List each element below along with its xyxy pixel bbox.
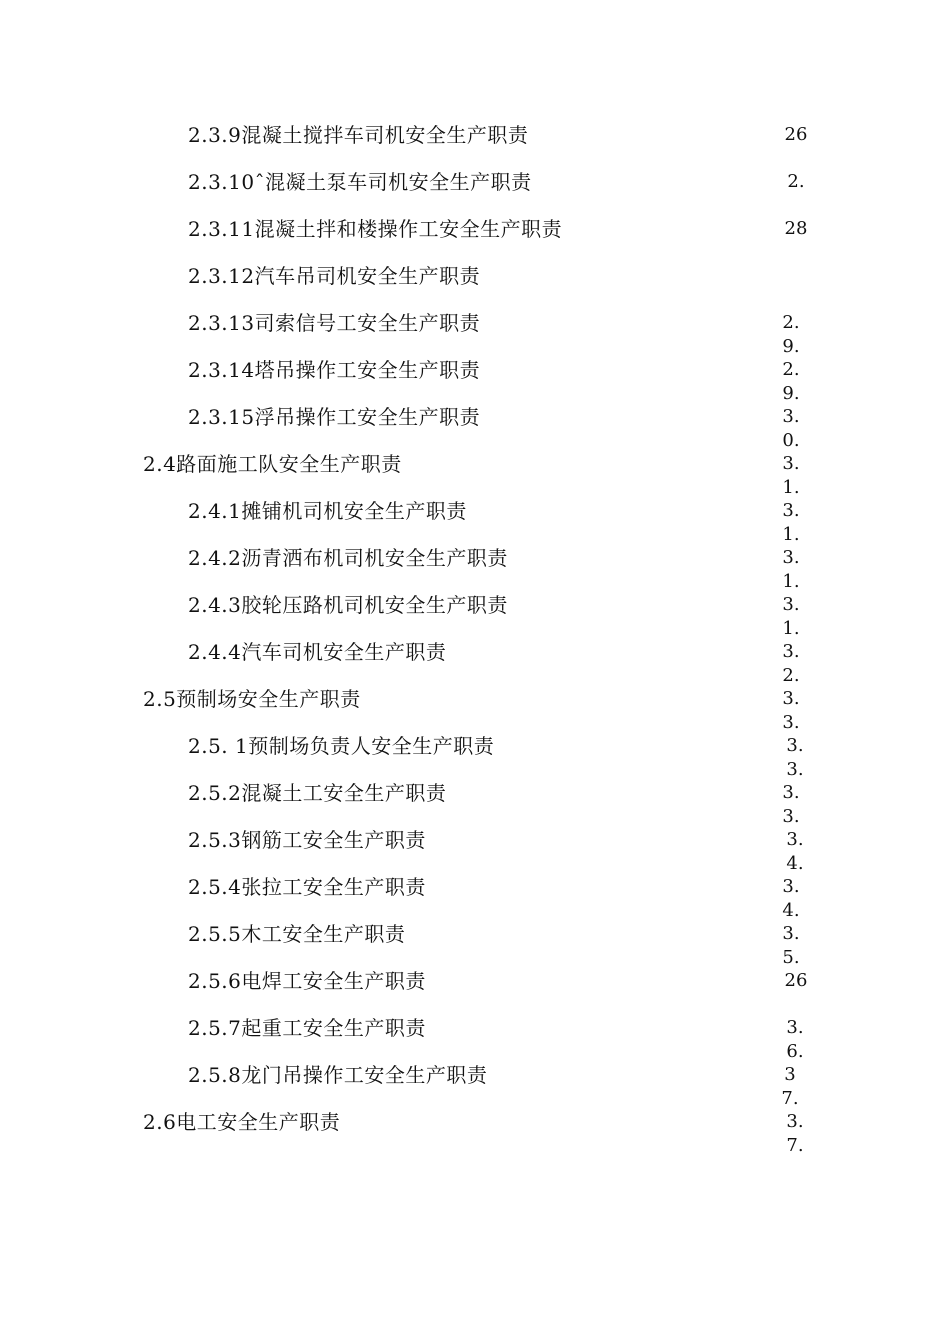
toc-entry-2-5-8-title: 2.5.8龙门吊操作工安全生产职责 bbox=[188, 1063, 488, 1087]
toc-entry-2-4-3-page: 3.1. bbox=[782, 594, 800, 639]
toc-entry-2-5-6-title: 2.5.6电焊工安全生产职责 bbox=[188, 969, 426, 993]
toc-entry-2-3-10-page: 2. bbox=[787, 171, 805, 192]
toc-entry-2-5-1-page: 3.3. bbox=[786, 735, 804, 780]
toc-entry-2-4-4-title: 2.4.4汽车司机安全生产职责 bbox=[188, 640, 447, 664]
toc-entry-2-4-title: 2.4路面施工队安全生产职责 bbox=[143, 452, 402, 476]
toc-entry-2-3-9-page: 26 bbox=[784, 124, 808, 145]
toc-entry-2-6-title: 2.6电工安全生产职责 bbox=[143, 1110, 341, 1134]
toc-entry-2-4-4-page: 3.2. bbox=[782, 641, 800, 686]
toc-entry-2-3-14-title: 2.3.14塔吊操作工安全生产职责 bbox=[188, 358, 481, 382]
toc-entry-2-5-3-page: 3.4. bbox=[786, 829, 804, 874]
toc-entry-2-4-3-title: 2.4.3胶轮压路机司机安全生产职责 bbox=[188, 593, 508, 617]
toc-entry-2-6-page: 3.7. bbox=[786, 1111, 804, 1156]
toc-entry-2-4-2-title: 2.4.2沥青洒布机司机安全生产职责 bbox=[188, 546, 508, 570]
toc-entry-2-3-10-title: 2.3.10ˆ混凝土泵车司机安全生产职责 bbox=[188, 170, 532, 194]
toc-entry-2-4-1-title: 2.4.1摊铺机司机安全生产职责 bbox=[188, 499, 467, 523]
toc-entry-2-4-page: 3.1. bbox=[782, 453, 800, 498]
toc-entry-2-3-12-title: 2.3.12汽车吊司机安全生产职责 bbox=[188, 264, 481, 288]
toc-entry-2-5-2-page: 3.3. bbox=[782, 782, 800, 827]
toc-entry-2-3-13-page: 2.9. bbox=[782, 312, 800, 357]
toc-entry-2-5-title: 2.5预制场安全生产职责 bbox=[143, 687, 361, 711]
toc-entry-2-5-2-title: 2.5.2混凝土工安全生产职责 bbox=[188, 781, 447, 805]
toc-entry-2-3-13-title: 2.3.13司索信号工安全生产职责 bbox=[188, 311, 481, 335]
toc-entry-2-3-15-page: 3.0. bbox=[782, 406, 800, 451]
toc-entry-2-5-4-title: 2.5.4张拉工安全生产职责 bbox=[188, 875, 426, 899]
toc-entry-2-5-5-page: 3.5. bbox=[782, 923, 800, 968]
toc-entry-2-5-3-title: 2.5.3钢筋工安全生产职责 bbox=[188, 828, 426, 852]
toc-entry-2-3-9-title: 2.3.9混凝土搅拌车司机安全生产职责 bbox=[188, 123, 529, 147]
toc-entry-2-5-1-title: 2.5. 1预制场负责人安全生产职责 bbox=[188, 734, 495, 758]
toc-entry-2-4-1-page: 3.1. bbox=[782, 500, 800, 545]
toc-entry-2-3-11-title: 2.3.11混凝土拌和楼操作工安全生产职责 bbox=[188, 217, 563, 241]
toc-entry-2-5-6-page: 26 bbox=[784, 970, 808, 991]
toc-entry-2-5-8-page: 37. bbox=[781, 1064, 799, 1109]
toc-entry-2-5-7-page: 3.6. bbox=[786, 1017, 804, 1062]
toc-entry-2-5-7-title: 2.5.7起重工安全生产职责 bbox=[188, 1016, 426, 1040]
toc-entry-2-5-5-title: 2.5.5木工安全生产职责 bbox=[188, 922, 406, 946]
toc-entry-2-5-page: 3.3. bbox=[782, 688, 800, 733]
toc-entry-2-5-4-page: 3.4. bbox=[782, 876, 800, 921]
toc-entry-2-3-14-page: 2.9. bbox=[782, 359, 800, 404]
toc-entry-2-3-11-page: 28 bbox=[784, 218, 808, 239]
toc-entry-2-4-2-page: 3.1. bbox=[782, 547, 800, 592]
toc-entry-2-3-15-title: 2.3.15浮吊操作工安全生产职责 bbox=[188, 405, 481, 429]
